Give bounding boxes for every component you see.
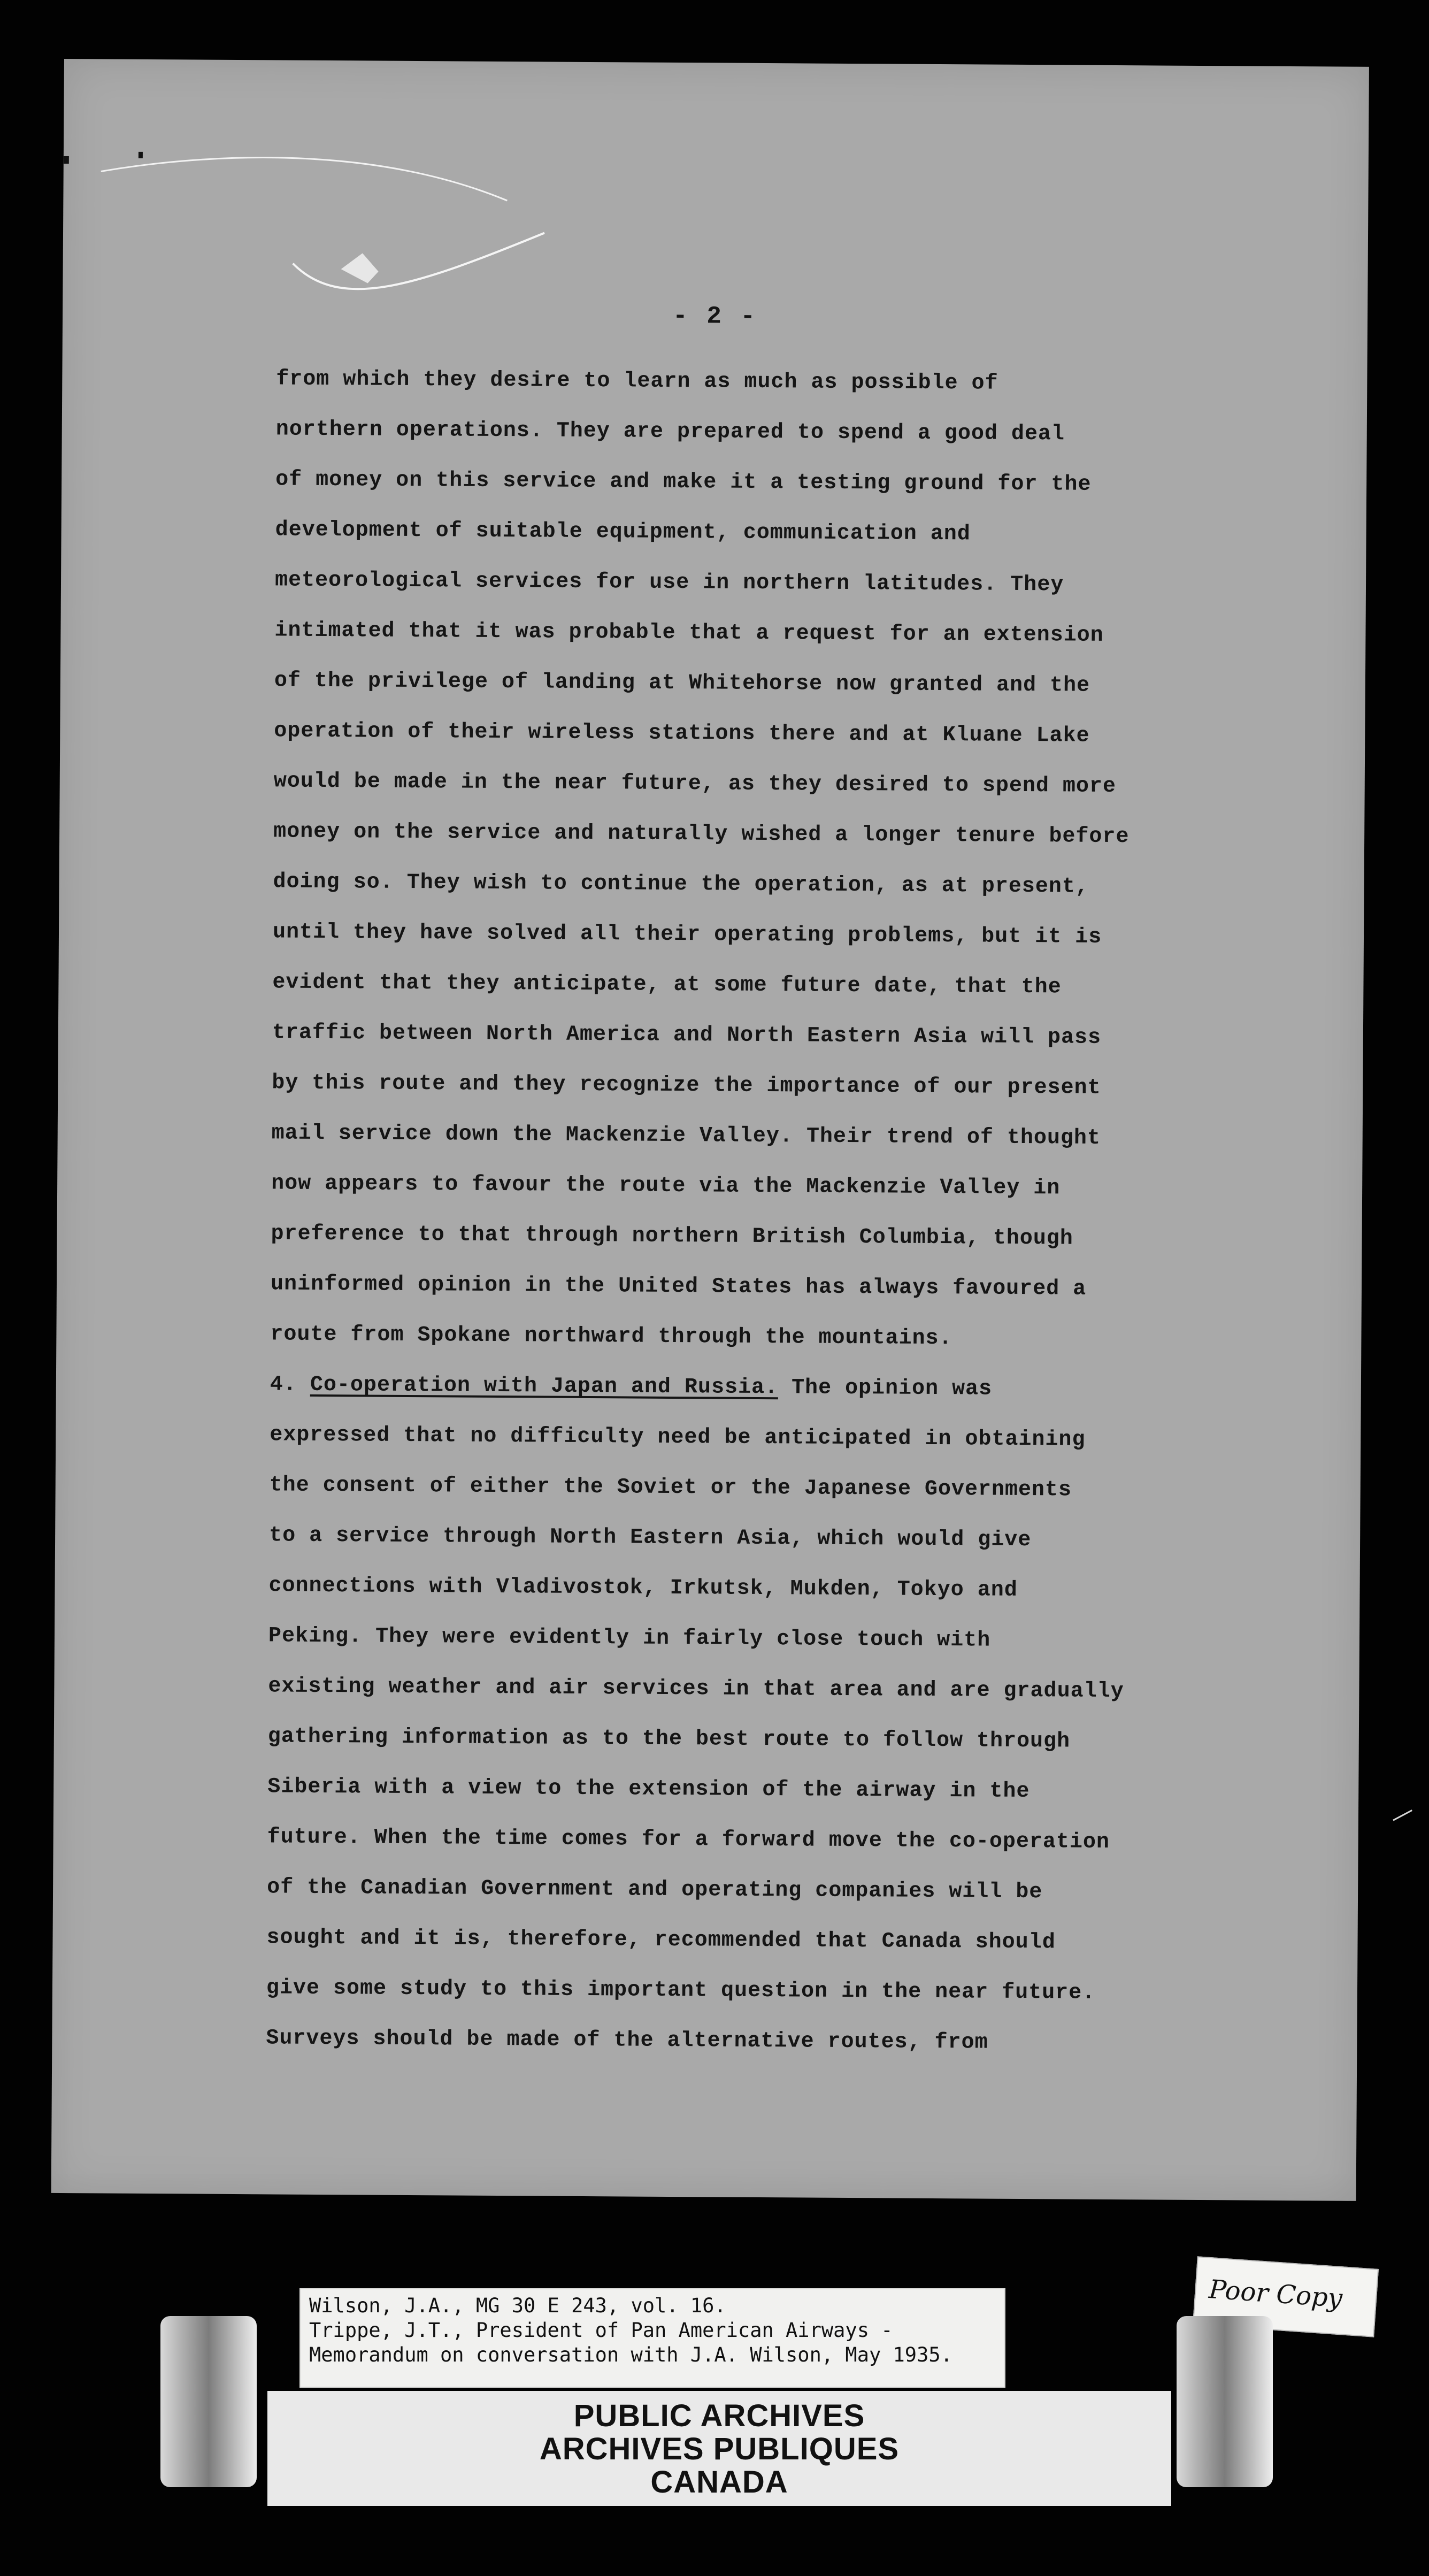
body-line: traffic between North America and North Eastern Asia will pass xyxy=(272,1021,1102,1050)
page-number: - 2 - xyxy=(672,302,758,331)
body-line: now appears to favour the route via the Mackenzie Valley in xyxy=(271,1171,1061,1201)
section-line: Peking. They were evidently in fairly close touch with xyxy=(268,1624,991,1653)
stray-pen-marks xyxy=(63,59,599,340)
stamp-left-clip xyxy=(160,2316,257,2487)
section-line: future. When the time comes for a forward move the co-operation xyxy=(267,1825,1110,1855)
section-line: sought and it is, therefore, recommended that Canada should xyxy=(266,1926,1056,1955)
edge-pen-mark xyxy=(1393,1810,1423,1840)
body-line: evident that they anticipate, at some future date, that the xyxy=(272,970,1062,1000)
section-line: give some study to this important question in the near future. xyxy=(266,1976,1096,2005)
section-line: expressed that no difficulty need be anticipated in obtaining xyxy=(270,1423,1086,1452)
section-line: existing weather and air services in that area and are gradually xyxy=(268,1674,1124,1704)
section-heading-line xyxy=(270,1360,1297,1416)
body-line: preference to that through northern British Columbia, though xyxy=(271,1222,1073,1251)
section-line: gathering information as to the best route to follow through xyxy=(267,1724,1071,1754)
section-line: to a service through North Eastern Asia, which would give xyxy=(269,1523,1032,1553)
body-line: operation of their wireless stations there and at Kluane Lake xyxy=(274,719,1090,748)
memo-body xyxy=(266,354,1303,2070)
stamp-line-1: PUBLIC ARCHIVES xyxy=(573,2398,865,2433)
stamp-strip xyxy=(267,2391,1171,2506)
section-first-line-rest: The opinion was xyxy=(791,1376,993,1401)
archive-label-line: Trippe, J.T., President of Pan American Airways - xyxy=(309,2319,893,2342)
body-line: from which they desire to learn as much as possible of xyxy=(276,367,998,396)
section-heading: Co-operation with Japan and Russia. xyxy=(310,1373,779,1400)
body-line: of money on this service and make it a testing ground for the xyxy=(275,467,1092,497)
body-line: intimated that it was probable that a request for an extension xyxy=(274,618,1104,648)
archives-stamp xyxy=(160,2391,1273,2525)
body-line: of the privilege of landing at Whitehorse now granted and the xyxy=(274,669,1090,698)
body-line: money on the service and naturally wished a longer tenure before xyxy=(273,819,1130,849)
body-line: mail service down the Mackenzie Valley. Their trend of thought xyxy=(271,1121,1101,1151)
section-line: Surveys should be made of the alternative routes, from xyxy=(266,2026,988,2055)
poor-copy-note: Poor Copy xyxy=(1208,2274,1343,2314)
body-line: meteorological services for use in northern latitudes. They xyxy=(274,568,1064,597)
section-line: of the Canadian Government and operating companies will be xyxy=(266,1875,1043,1905)
archive-reference-label xyxy=(299,2288,1005,2388)
body-line: by this route and they recognize the importance of our present xyxy=(272,1071,1101,1100)
body-line: northern operations. They are prepared to spend a good deal xyxy=(275,417,1065,447)
stamp-right-clip xyxy=(1177,2316,1273,2487)
archive-label-line: Memorandum on conversation with J.A. Wilson, May 1935. xyxy=(309,2343,952,2366)
section-line: connections with Vladivostok, Irkutsk, Mukden, Tokyo and xyxy=(268,1574,1018,1603)
section-line: the consent of either the Soviet or the Japanese Governments xyxy=(269,1473,1072,1502)
section-line: Siberia with a view to the extension of the airway in the xyxy=(267,1775,1030,1804)
archive-label-line: Wilson, J.A., MG 30 E 243, vol. 16. xyxy=(309,2294,726,2317)
body-line: until they have solved all their operating problems, but it is xyxy=(272,920,1102,949)
body-line: doing so. They wish to continue the operation, as at present, xyxy=(273,870,1089,899)
document-page xyxy=(51,59,1369,2201)
body-line: uninformed opinion in the United States has always favoured a xyxy=(270,1272,1087,1301)
body-line: would be made in the near future, as they desired to spend more xyxy=(273,769,1117,799)
section-number: 4. xyxy=(270,1373,297,1397)
body-line: route from Spokane northward through the mountains. xyxy=(270,1322,952,1351)
stamp-line-2: ARCHIVES PUBLIQUES xyxy=(539,2432,900,2466)
body-line: development of suitable equipment, communication and xyxy=(275,518,971,547)
stamp-line-3: CANADA xyxy=(650,2465,788,2500)
